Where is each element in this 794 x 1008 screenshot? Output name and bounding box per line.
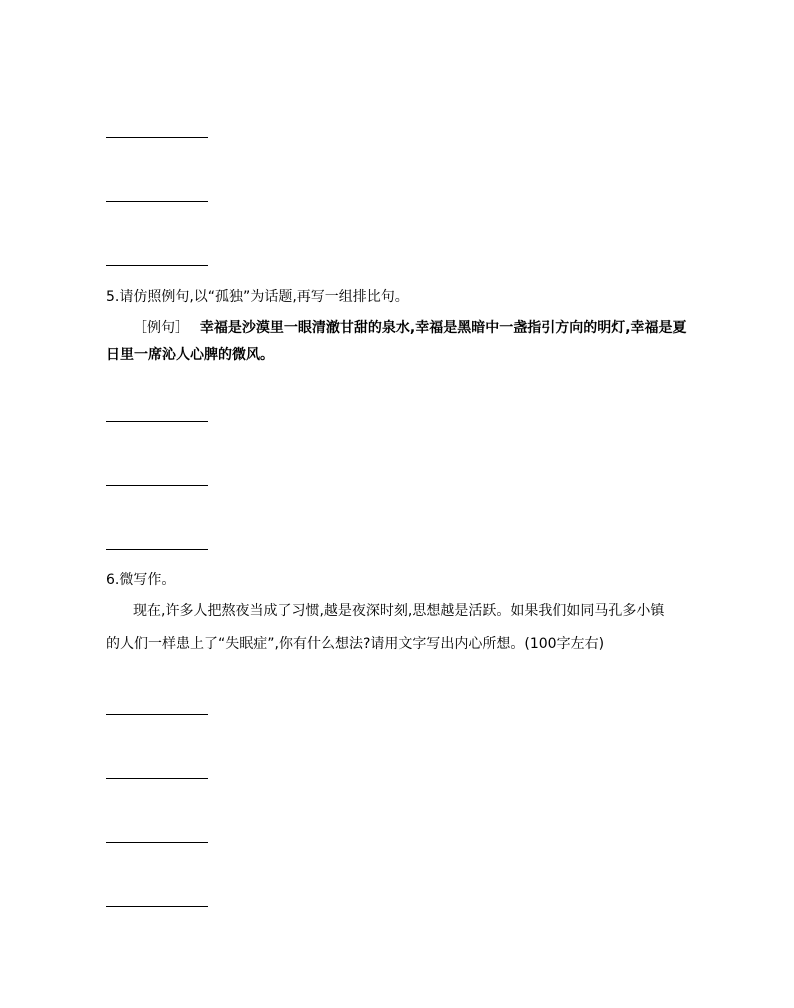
answer-line [106, 714, 208, 715]
example-text-1: 幸福是沙漠里一眼清澈甘甜的泉水,幸福是黑暗中一盏指引方向的明灯,幸福是夏 [199, 320, 687, 336]
answer-line [106, 265, 208, 266]
question-6-paragraph-line-1: 现在,许多人把熬夜当成了习惯,越是夜深时刻,思想越是活跃。如果我们如同马孔多小镇 [133, 603, 665, 619]
answer-line [106, 906, 208, 907]
answer-line [106, 201, 208, 202]
answer-line [106, 549, 208, 550]
example-label: ［例句］ [133, 320, 189, 336]
answer-line [106, 421, 208, 422]
question-6-paragraph-line-2: 的人们一样患上了“失眠症”,你有什么想法?请用文字写出内心所想。(100字左右) [106, 636, 605, 652]
question-5-example-line-2: 日里一席沁人心脾的微风。 [106, 347, 274, 363]
question-6-title: 6.微写作。 [106, 572, 176, 588]
answer-line [106, 842, 208, 843]
question-5-title: 5.请仿照例句,以“孤独”为话题,再写一组排比句。 [106, 289, 409, 305]
answer-line [106, 778, 208, 779]
answer-line [106, 485, 208, 486]
answer-line [106, 137, 208, 138]
question-5-example-line-1 [133, 318, 687, 338]
